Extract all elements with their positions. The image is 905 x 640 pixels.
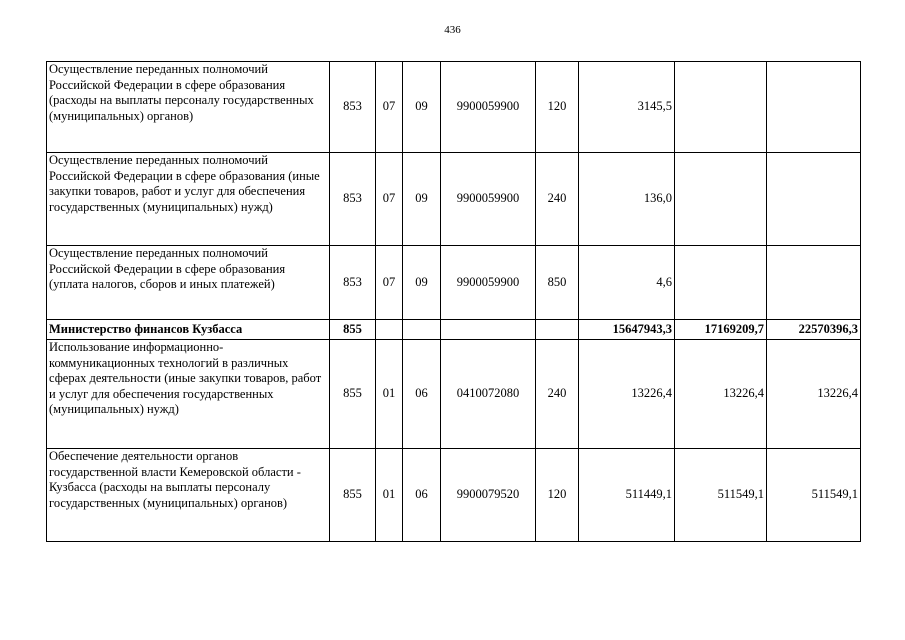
target-article-code: 9900059900 [441,62,536,153]
ministry-name: Министерство финансов Кузбасса [47,320,330,340]
amount-year-2 [675,62,767,153]
target-article-code [441,320,536,340]
table-row [47,340,861,449]
subsection-code: 09 [403,62,441,153]
row-description: Осуществление переданных полномочий Российской Федерации в сфере образования (расходы на выплаты персоналу государственных (муниципальных) органов) [47,62,330,153]
row-description: Осуществление переданных полномочий Российской Федерации в сфере образования (иные закупки товаров, работ и услуг для обеспечения государственных (муниципальных) нужд) [47,153,330,246]
table-row [47,62,861,153]
subsection-code: 06 [403,449,441,542]
amount-year-3 [767,62,861,153]
subsection-code: 09 [403,153,441,246]
table-row-ministry-total [47,320,861,340]
ministry-code: 853 [330,153,376,246]
expense-type-code [536,320,579,340]
subsection-code [403,320,441,340]
table-row [47,153,861,246]
amount-year-3: 511549,1 [767,449,861,542]
amount-year-3: 13226,4 [767,340,861,449]
section-code: 01 [376,449,403,542]
ministry-code: 853 [330,62,376,153]
target-article-code: 9900079520 [441,449,536,542]
row-description: Осуществление переданных полномочий Российской Федерации в сфере образования (уплата налогов, сборов и иных платежей) [47,246,330,320]
amount-year-2: 17169209,7 [675,320,767,340]
ministry-code: 853 [330,246,376,320]
section-code: 07 [376,153,403,246]
expense-type-code: 120 [536,62,579,153]
ministry-code: 855 [330,449,376,542]
amount-year-3 [767,153,861,246]
target-article-code: 9900059900 [441,246,536,320]
row-description: Использование информационно-коммуникационных технологий в различных сферах деятельности (иные закупки товаров, работ и услуг для обеспечения государственных (муниципальных) нужд) [47,340,330,449]
section-code [376,320,403,340]
expense-type-code: 240 [536,340,579,449]
page-number: 436 [444,24,461,36]
amount-year-1: 15647943,3 [579,320,675,340]
amount-year-2 [675,246,767,320]
amount-year-1: 511449,1 [579,449,675,542]
budget-table [46,61,861,542]
amount-year-1: 4,6 [579,246,675,320]
expense-type-code: 240 [536,153,579,246]
expense-type-code: 850 [536,246,579,320]
ministry-code: 855 [330,320,376,340]
section-code: 07 [376,246,403,320]
amount-year-3: 22570396,3 [767,320,861,340]
subsection-code: 06 [403,340,441,449]
amount-year-1: 3145,5 [579,62,675,153]
target-article-code: 9900059900 [441,153,536,246]
row-description: Обеспечение деятельности органов государственной власти Кемеровской области - Кузбасса (расходы на выплаты персоналу государственных (муниципальных) органов) [47,449,330,542]
section-code: 01 [376,340,403,449]
target-article-code: 0410072080 [441,340,536,449]
amount-year-2: 511549,1 [675,449,767,542]
table-row [47,449,861,542]
amount-year-2: 13226,4 [675,340,767,449]
expense-type-code: 120 [536,449,579,542]
amount-year-1: 136,0 [579,153,675,246]
subsection-code: 09 [403,246,441,320]
table-row [47,246,861,320]
amount-year-2 [675,153,767,246]
amount-year-1: 13226,4 [579,340,675,449]
amount-year-3 [767,246,861,320]
ministry-code: 855 [330,340,376,449]
section-code: 07 [376,62,403,153]
